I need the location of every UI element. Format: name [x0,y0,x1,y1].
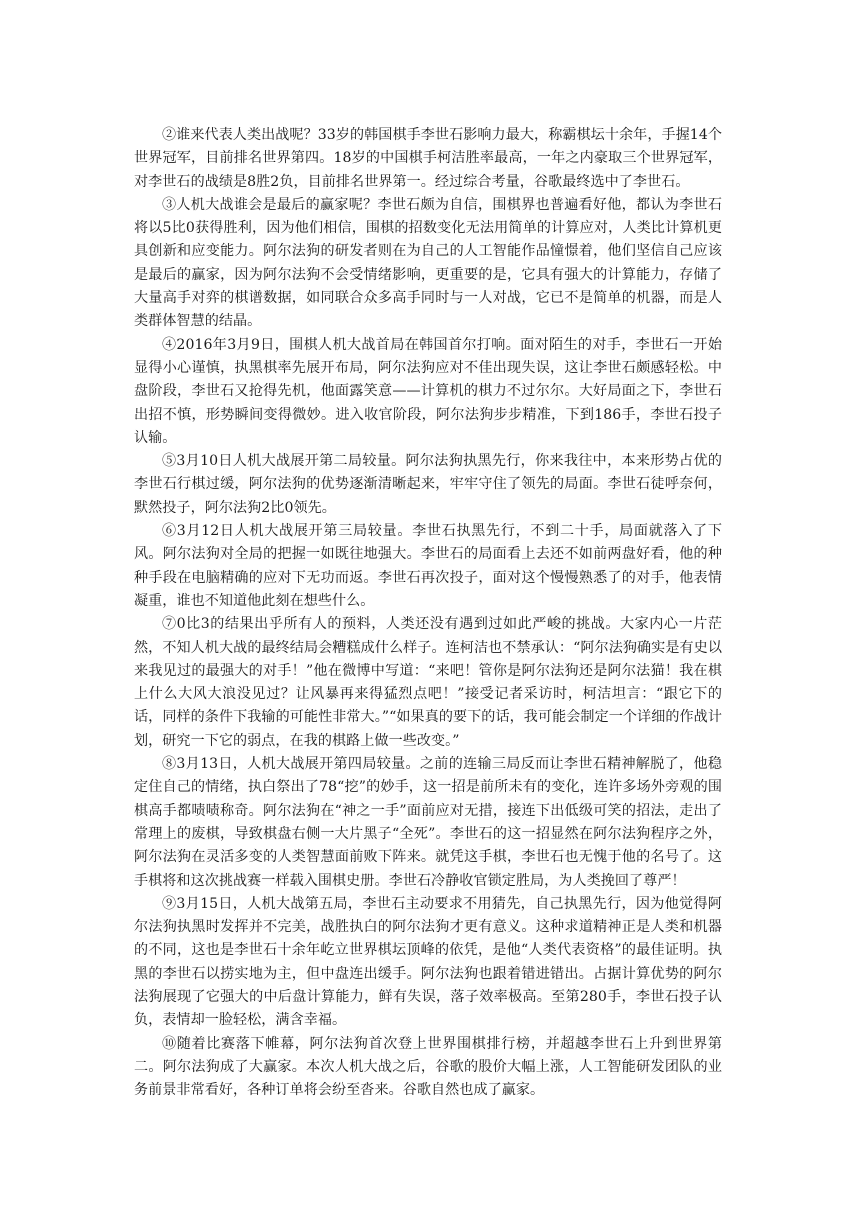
paragraph-5: ⑤3月10日人机大战展开第二局较量。阿尔法狗执黑先行，你来我往中，本来形势占优的李世石行棋过缓，阿尔法狗的优势逐渐清晰起来，牢牢守住了领先的局面。李世石徒呼奈何，默然投子，阿尔法狗2比0领先。 [134,453,722,516]
paragraph-8: ⑧3月13日，人机大战展开第四局较量。之前的连输三局反而让李世石精神解脱了，他稳定住自己的情绪，执白祭出了78“挖”的妙手，这一招是前所未有的变化，连许多场外旁观的围棋高手都啧啧称奇。阿尔法狗在“神之一手”面前应对无措，接连下出低级可笑的招法，走出了常理上的废棋，导致棋盘右侧一大片黑子“全死”。李世石的这一招显然在阿尔法狗程序之外，阿尔法狗在灵活多变的人类智慧面前败下阵来。就凭这手棋，李世石也无愧于他的名号了。这手棋将和这次挑战赛一样载入围棋史册。李世石冷静收官锁定胜局，为人类挽回了尊严！ [134,756,722,889]
paragraph-7: ⑦0比3的结果出乎所有人的预料，人类还没有遇到过如此严峻的挑战。大家内心一片茫然，不知人机大战的最终结局会糟糕成什么样子。连柯洁也不禁承认：“阿尔法狗确实是有史以来我见过的最强大的对手！”他在微博中写道：“来吧！管你是阿尔法狗还是阿尔法猫！我在棋上什么大风大浪没见过？让风暴再来得猛烈点吧！”接受记者采访时，柯洁坦言：“跟它下的话，同样的条件下我输的可能性非常大。”“如果真的要下的话，我可能会制定一个详细的作战计划，研究一下它的弱点，在我的棋路上做一些改变。” [134,616,722,749]
paragraph-10: ⑩随着比赛落下帷幕，阿尔法狗首次登上世界围棋排行榜，并超越李世石上升到世界第二。阿尔法狗成了大赢家。本次人机大战之后，谷歌的股价大幅上涨，人工智能研发团队的业务前景非常看好，各种订单将会纷至沓来。谷歌自然也成了赢家。 [134,1035,722,1099]
paragraph-3: ③人机大战谁会是最后的赢家呢？李世石颇为自信，围棋界也普遍看好他，都认为李世石将以5比0获得胜利，因为他们相信，围棋的招数变化无法用简单的计算应对，人类比计算机更具创新和应变能力。阿尔法狗的研发者则在为自己的人工智能作品憧憬着，他们坚信自己应该是最后的赢家，因为阿尔法狗不会受情绪影响，更重要的是，它具有强大的计算能力，存储了大量高手对弈的棋谱数据，如同联合众多高手同时与一人对战，它已不是简单的机器，而是人类群体智慧的结晶。 [134,196,722,330]
paragraph-2: ②谁来代表人类出战呢？33岁的韩国棋手李世石影响力最大，称霸棋坛十余年，手握14个世界冠军，目前排名世界第四。18岁的中国棋手柯洁胜率最高，一年之内豪取三个世界冠军，对李世石的战绩是8胜2负，目前排名世界第一。经过综合考量，谷歌最终选中了李世石。 [134,127,722,190]
paragraph-6: ⑥3月12日人机大战展开第三局较量。李世石执黑先行，不到二十手，局面就落入了下风。阿尔法狗对全局的把握一如既往地强大。李世石的局面看上去还不如前两盘好看，他的种种手段在电脑精确的应对下无功而返。李世石再次投子，面对这个慢慢熟悉了的对手，他表情凝重，谁也不知道他此刻在想些什么。 [134,523,722,609]
article-body [134,124,722,1102]
paragraph-4: ④2016年3月9日，围棋人机大战首局在韩国首尔打响。面对陌生的对手，李世石一开始显得小心谨慎，执黑棋率先展开布局，阿尔法狗应对不佳出现失误，这让李世石颇感轻松。中盘阶段，李世石又抢得先机，他面露笑意——计算机的棋力不过尔尔。大好局面之下，李世石出招不慎，形势瞬间变得微妙。进入收官阶段，阿尔法狗步步精准，下到186手，李世石投子认输。 [134,336,722,446]
paragraph-9: ⑨3月15日，人机大战第五局，李世石主动要求不用猜先，自己执黑先行，因为他觉得阿尔法狗执黑时发挥并不完美，战胜执白的阿尔法狗才更有意义。这种求道精神正是人类和机器的不同，这也是李世石十余年屹立世界棋坛顶峰的依凭，是他“人类代表资格”的最佳证明。执黑的李世石以捞实地为主，但中盘连出缓手。阿尔法狗也跟着错进错出。占据计算优势的阿尔法狗展现了它强大的中后盘计算能力，鲜有失误，落子效率极高。至第280手，李世石投子认负，表情却一脸轻松，满含幸福。 [134,895,722,1029]
